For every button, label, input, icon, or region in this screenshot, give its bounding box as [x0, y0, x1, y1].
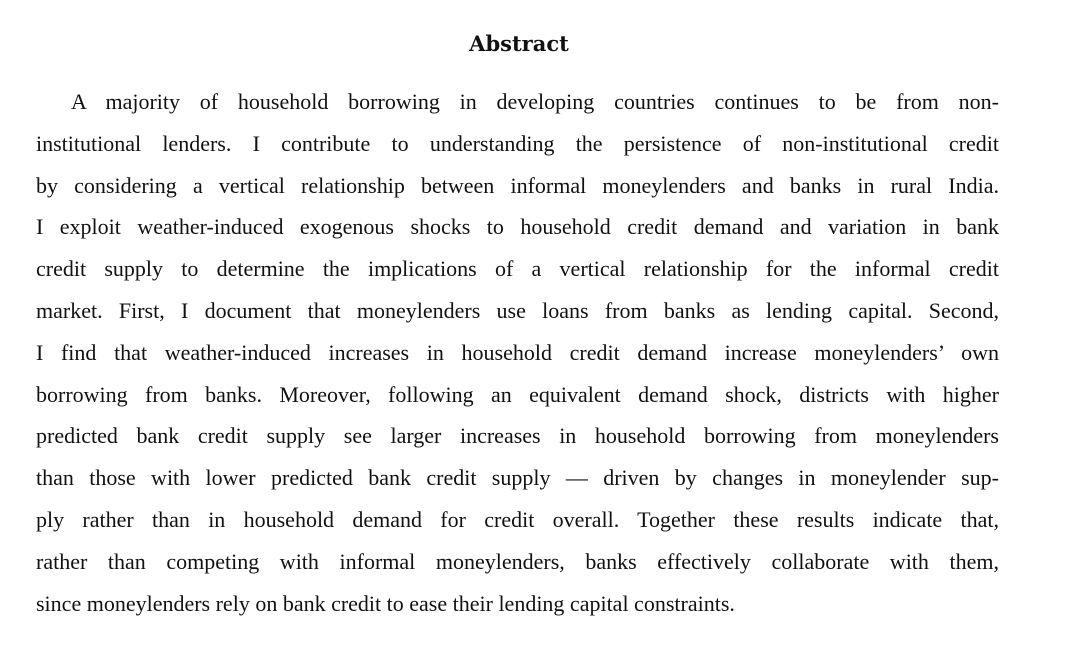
abstract-line: I exploit weather-induced exogenous shocks to household credit demand and variation in bank — [36, 214, 999, 240]
abstract-line: ply rather than in household demand for credit overall. Together these results indicate that, — [36, 506, 999, 532]
abstract-line: predicted bank credit supply see larger increases in household borrowing from moneylenders — [36, 423, 999, 449]
abstract-line: A majority of household borrowing in developing countries continues to be from non- — [71, 89, 999, 114]
abstract-paragraph — [36, 81, 999, 624]
abstract-line: I find that weather-induced increases in household credit demand increase moneylenders’ own — [36, 339, 999, 365]
abstract-heading: Abstract — [469, 31, 569, 56]
abstract-line: credit supply to determine the implications of a vertical relationship for the informal credit — [36, 256, 999, 282]
abstract-line: by considering a vertical relationship between informal moneylenders and banks in rural India. — [36, 172, 999, 198]
abstract-line: institutional lenders. I contribute to understanding the persistence of non-institutional credit — [36, 130, 999, 156]
abstract-line: rather than competing with informal moneylenders, banks effectively collaborate with them, — [36, 548, 999, 574]
abstract-line: than those with lower predicted bank credit supply — driven by changes in moneylender sup- — [36, 465, 999, 491]
abstract-line: market. First, I document that moneylenders use loans from banks as lending capital. Second, — [36, 297, 999, 323]
abstract-line: borrowing from banks. Moreover, following an equivalent demand shock, districts with higher — [36, 381, 999, 407]
abstract-line: since moneylenders rely on bank credit to ease their lending capital constraints. — [36, 590, 735, 616]
